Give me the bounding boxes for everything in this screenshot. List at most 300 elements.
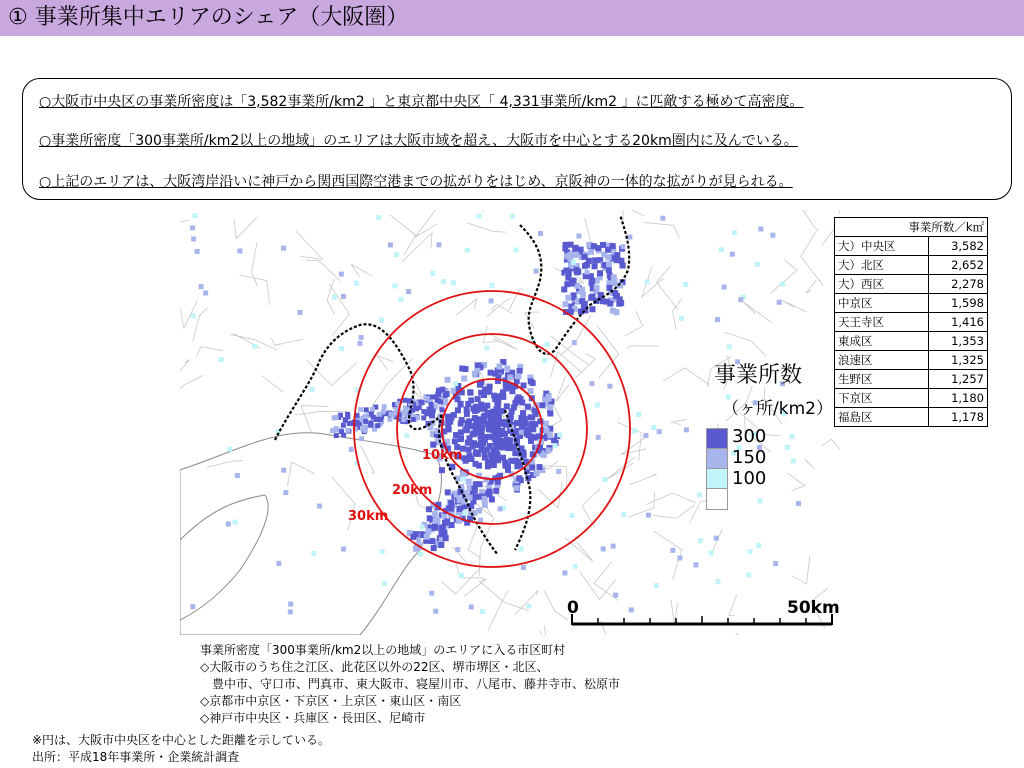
density-cell [388, 242, 393, 247]
density-cell [521, 565, 526, 570]
density-cell [727, 344, 732, 349]
density-cell [442, 520, 448, 526]
density-cell [377, 412, 382, 417]
density-cell [495, 479, 501, 485]
density-cell [477, 382, 483, 388]
density-cell [334, 433, 339, 438]
density-cell [461, 477, 466, 482]
density-value-cell: 1,416 [929, 313, 988, 332]
density-cell [527, 388, 533, 394]
density-cell [571, 260, 576, 265]
density-cell [600, 242, 606, 248]
density-cell [698, 538, 703, 543]
density-cell [424, 534, 430, 540]
table-header-row [835, 218, 988, 237]
density-cell [507, 375, 513, 381]
density-cell [519, 430, 524, 435]
summary-line-2: ○事業所密度「300事業所/km2以上の地域」のエリアは大阪市域を超え、大阪市を中心とする20km圏内に及んでいる。 [39, 133, 798, 149]
density-value-cell: 2,278 [929, 275, 988, 294]
density-cell [431, 545, 437, 551]
density-cell [545, 342, 550, 347]
density-cell [439, 525, 445, 531]
density-cell [514, 463, 520, 469]
density-cell [525, 404, 531, 410]
density-table [834, 217, 988, 427]
density-cell [398, 297, 403, 302]
density-cell [463, 427, 469, 433]
density-cell [756, 543, 761, 548]
density-cell [770, 233, 775, 238]
density-cell [791, 459, 796, 464]
density-cell [603, 477, 608, 482]
density-cell [594, 285, 600, 291]
density-cell [414, 406, 419, 411]
density-cell [226, 522, 231, 527]
density-cell [369, 411, 374, 416]
density-value-cell: 1,257 [929, 370, 988, 389]
density-cell [722, 285, 727, 290]
density-cell [468, 390, 474, 396]
density-cell [627, 235, 632, 240]
density-cell [375, 423, 380, 428]
density-cell [562, 245, 568, 251]
density-cell [592, 263, 598, 269]
density-cell [578, 247, 584, 253]
density-cell [455, 407, 461, 413]
density-cell [453, 381, 458, 386]
density-cell [451, 388, 457, 394]
title-bar [0, 0, 1024, 36]
density-cell [584, 270, 589, 275]
density-cell [419, 525, 424, 530]
density-cell [382, 581, 387, 586]
density-cell [359, 436, 364, 441]
table-unit-header: 事業所数／k㎡ [835, 218, 988, 237]
density-cell [621, 512, 626, 517]
table-row [835, 370, 988, 389]
density-cell [773, 561, 778, 566]
ring-label-30km: 30km [348, 509, 389, 524]
density-cell [746, 572, 751, 577]
ward-name-cell: 福島区 [835, 408, 929, 427]
ring-label-10km: 10km [422, 448, 463, 463]
density-cell [487, 491, 493, 497]
density-cell [476, 404, 482, 410]
density-cell [592, 257, 598, 263]
density-cell [651, 425, 656, 430]
density-cell [684, 427, 689, 432]
density-cell [514, 485, 520, 491]
ward-name-cell: 大）西区 [835, 275, 929, 294]
density-cell [510, 214, 515, 219]
density-cell [494, 451, 500, 457]
density-cell [427, 515, 433, 521]
density-cell [438, 399, 443, 404]
density-cell [349, 421, 354, 426]
density-cell [526, 604, 531, 609]
density-cell [394, 252, 399, 257]
density-cell [432, 511, 438, 517]
density-cell [359, 335, 364, 340]
density-cell [530, 421, 536, 427]
density-cell [478, 518, 483, 523]
density-cell [496, 432, 502, 438]
density-value-cell: 1,353 [929, 332, 988, 351]
density-cell [430, 442, 436, 448]
density-cell [569, 281, 575, 287]
legend-unit: （ヶ所/km2） [722, 399, 833, 419]
density-cell [581, 304, 587, 310]
density-cell [589, 381, 594, 386]
density-cell [374, 417, 379, 422]
density-value-cell: 1,598 [929, 294, 988, 313]
density-cell [191, 313, 196, 318]
density-cell [489, 283, 494, 288]
density-cell [547, 405, 553, 411]
density-cell [421, 415, 426, 420]
density-cell [440, 407, 445, 412]
density-cell [547, 411, 553, 417]
density-cell [461, 376, 467, 382]
density-cell [363, 414, 368, 419]
density-cell [614, 252, 620, 258]
density-cell [392, 283, 397, 288]
density-cell [516, 475, 522, 481]
density-cell [498, 506, 503, 511]
density-cell [416, 539, 421, 544]
density-cell [430, 271, 435, 276]
density-cell [732, 230, 737, 235]
density-cell [693, 562, 698, 567]
density-cell [613, 593, 618, 598]
density-cell [358, 407, 363, 412]
density-cell [380, 549, 385, 554]
density-cell [448, 505, 454, 511]
density-cell [252, 344, 257, 349]
density-cell [730, 252, 735, 257]
density-cell [796, 501, 801, 506]
density-cell [473, 450, 479, 456]
density-cell [465, 248, 470, 253]
density-cell [311, 551, 316, 556]
density-cell [576, 234, 581, 239]
density-cell [557, 432, 562, 437]
density-cell [333, 426, 338, 431]
density-cell [443, 393, 448, 398]
note-circle-explanation: ※円は、大阪市中央区を中心とした距離を示している。 [32, 733, 331, 747]
ring-label-20km: 20km [392, 483, 433, 498]
ward-name-cell: 生野区 [835, 370, 929, 389]
density-cell [432, 525, 438, 531]
density-cell [438, 542, 444, 548]
density-cell [606, 261, 612, 267]
density-cell [473, 461, 479, 467]
table-row [835, 294, 988, 313]
density-cell [283, 490, 288, 495]
density-cell [605, 247, 611, 253]
density-cell [597, 270, 603, 276]
density-cell [539, 402, 545, 408]
density-cell [611, 544, 616, 549]
density-cell [203, 291, 208, 296]
density-cell [370, 407, 375, 412]
density-cell [542, 358, 547, 363]
density-value-cell: 3,582 [929, 237, 988, 256]
density-cell [332, 295, 337, 300]
density-cell [544, 427, 550, 433]
density-cell [499, 393, 505, 399]
density-cell [341, 294, 346, 299]
density-cell [219, 357, 224, 362]
density-cell [431, 408, 436, 413]
density-cell [404, 433, 409, 438]
density-cell [288, 609, 293, 614]
ward-name-cell: 浪速区 [835, 351, 929, 370]
table-row [835, 408, 988, 427]
density-cell [601, 546, 606, 551]
density-map [180, 210, 840, 635]
density-cell [482, 502, 488, 508]
density-cell [748, 549, 753, 554]
density-cell [452, 438, 458, 444]
density-cell [413, 531, 419, 537]
density-cell [553, 443, 558, 448]
density-cell [572, 340, 577, 345]
density-cell [425, 396, 430, 401]
density-cell [466, 479, 472, 485]
density-cell [439, 467, 445, 473]
density-cell [470, 406, 476, 412]
footnote-line-1: 事業所密度「300事業所/km2以上の地域」のエリアに入る市区町村 [200, 643, 566, 657]
density-cell [507, 437, 513, 443]
density-cell [534, 269, 539, 274]
density-cell [561, 286, 567, 292]
footnote-line-2: ◇大阪市のうち住之江区、此花区以外の22区、堺市堺区・北区、 [200, 660, 549, 674]
density-cell [480, 609, 485, 614]
density-cell [565, 295, 571, 301]
density-cell [491, 425, 497, 431]
density-cell [790, 434, 795, 439]
density-cell [546, 393, 552, 399]
density-cell [679, 316, 684, 321]
density-cell [570, 513, 575, 518]
density-cell [479, 429, 485, 435]
density-cell [349, 447, 354, 452]
density-cell [339, 429, 344, 434]
density-cell [588, 249, 594, 255]
density-cell [620, 244, 625, 249]
density-cell [780, 282, 785, 287]
density-cell [524, 431, 530, 437]
density-cell [341, 547, 346, 552]
density-cell [192, 213, 197, 218]
density-cell [495, 401, 501, 407]
density-cell [191, 237, 196, 242]
density-cell [354, 281, 359, 286]
density-cell [564, 267, 570, 273]
density-cell [529, 464, 535, 470]
page-title: ① 事業所集中エリアのシェア（大阪圏） [8, 5, 409, 30]
density-cell [444, 377, 450, 383]
density-cell [738, 297, 743, 302]
density-cell [518, 396, 524, 402]
density-cell [522, 416, 528, 422]
scale-bar [570, 612, 840, 628]
density-cell [457, 497, 463, 503]
density-cell [485, 346, 490, 351]
density-cell [199, 284, 204, 289]
density-cell [339, 346, 344, 351]
density-cell [660, 216, 665, 221]
density-cell [613, 309, 619, 315]
density-cell [463, 458, 469, 464]
density-cell [573, 564, 578, 569]
table-row [835, 389, 988, 408]
density-cell [562, 301, 568, 307]
summary-box [22, 78, 1012, 200]
density-cell [237, 248, 242, 253]
density-cell [537, 464, 543, 470]
density-cell [339, 272, 344, 277]
density-cell [453, 432, 459, 438]
density-cell [433, 609, 438, 614]
density-cell [777, 300, 782, 305]
density-cell [363, 419, 368, 424]
density-cell [484, 403, 490, 409]
density-cell [683, 282, 688, 287]
density-cell [715, 317, 720, 322]
ward-name-cell: 天王寺区 [835, 313, 929, 332]
density-cell [562, 571, 567, 576]
density-cell [429, 538, 435, 544]
density-cell [528, 378, 534, 384]
density-cell [457, 506, 463, 512]
density-value-cell: 1,180 [929, 389, 988, 408]
density-cell [497, 364, 503, 370]
density-cell [588, 295, 594, 301]
density-cell [387, 417, 392, 422]
density-cell [530, 426, 536, 432]
density-cell [227, 446, 232, 451]
density-cell [425, 528, 431, 534]
legend-swatch-300 [706, 428, 728, 450]
density-cell [589, 306, 595, 312]
legend-swatch-100 [706, 468, 728, 490]
density-cell [364, 407, 369, 412]
density-cell [429, 591, 434, 596]
density-cell [411, 417, 416, 422]
footnote-line-4: ◇京都市中京区・下京区・上京区・東山区・南区 [200, 694, 462, 708]
density-cell [489, 496, 495, 502]
density-cell [513, 247, 518, 252]
density-cell [716, 579, 721, 584]
density-cell [445, 489, 451, 495]
density-cell [469, 604, 474, 609]
density-cell [288, 602, 293, 607]
density-cell [645, 279, 650, 284]
density-cell [607, 301, 613, 307]
density-cell [612, 278, 618, 284]
density-cell [541, 452, 547, 458]
legend-label-100: 100 [732, 468, 767, 489]
table-row [835, 256, 988, 275]
density-cell [458, 402, 464, 408]
density-cell [697, 493, 702, 498]
density-cell [481, 392, 487, 398]
density-cell [606, 255, 612, 261]
density-cell [464, 407, 470, 413]
scale-end-label: 50km [787, 598, 840, 618]
density-cell [421, 409, 426, 414]
density-cell [482, 451, 488, 457]
density-cell [591, 243, 597, 249]
density-cell [579, 298, 585, 304]
density-cell [345, 412, 350, 417]
density-cell [504, 365, 510, 371]
density-cell [446, 426, 452, 432]
density-cell [276, 561, 281, 566]
ward-name-cell: 中京区 [835, 294, 929, 313]
ward-name-cell: 東成区 [835, 332, 929, 351]
table-row [835, 351, 988, 370]
density-cell [378, 417, 383, 422]
density-cell [379, 318, 384, 323]
density-cell [406, 289, 411, 294]
table-row [835, 237, 988, 256]
density-cell [534, 471, 540, 477]
density-cell [376, 215, 381, 220]
density-cell [477, 481, 483, 487]
density-cell [508, 458, 514, 464]
density-cell [677, 555, 682, 560]
density-cell [341, 423, 346, 428]
density-cell [529, 414, 535, 420]
density-cell [616, 301, 622, 307]
density-cell [512, 400, 518, 406]
legend-swatch-150 [706, 448, 728, 470]
density-cell [455, 547, 460, 552]
density-cell [498, 421, 504, 427]
density-cell [360, 426, 365, 431]
density-cell [471, 440, 477, 446]
density-cell [502, 438, 508, 444]
density-cell [310, 387, 315, 392]
map-canvas [180, 210, 840, 635]
density-cell [471, 486, 477, 492]
density-cell [297, 310, 302, 315]
density-cell [607, 384, 612, 389]
footnote-line-3: 豊中市、守口市、門真市、東大阪市、寝屋川市、八尾市、藤井寺市、松原市 [200, 677, 621, 691]
density-cell [338, 413, 343, 418]
density-cell [505, 464, 511, 470]
density-cell [595, 403, 600, 408]
legend-swatch-base [706, 488, 728, 510]
density-cell [670, 548, 675, 553]
density-cell [632, 428, 637, 433]
density-cell [465, 420, 471, 426]
density-value-cell: 1,178 [929, 408, 988, 427]
density-cell [573, 252, 579, 258]
density-cell [445, 414, 451, 420]
density-cell [579, 287, 585, 293]
density-value-cell: 1,325 [929, 351, 988, 370]
density-cell [232, 520, 237, 525]
density-cell [317, 504, 322, 509]
density-cell [519, 546, 524, 551]
density-cell [382, 404, 387, 409]
ward-name-cell: 大）北区 [835, 256, 929, 275]
density-cell [476, 214, 481, 219]
